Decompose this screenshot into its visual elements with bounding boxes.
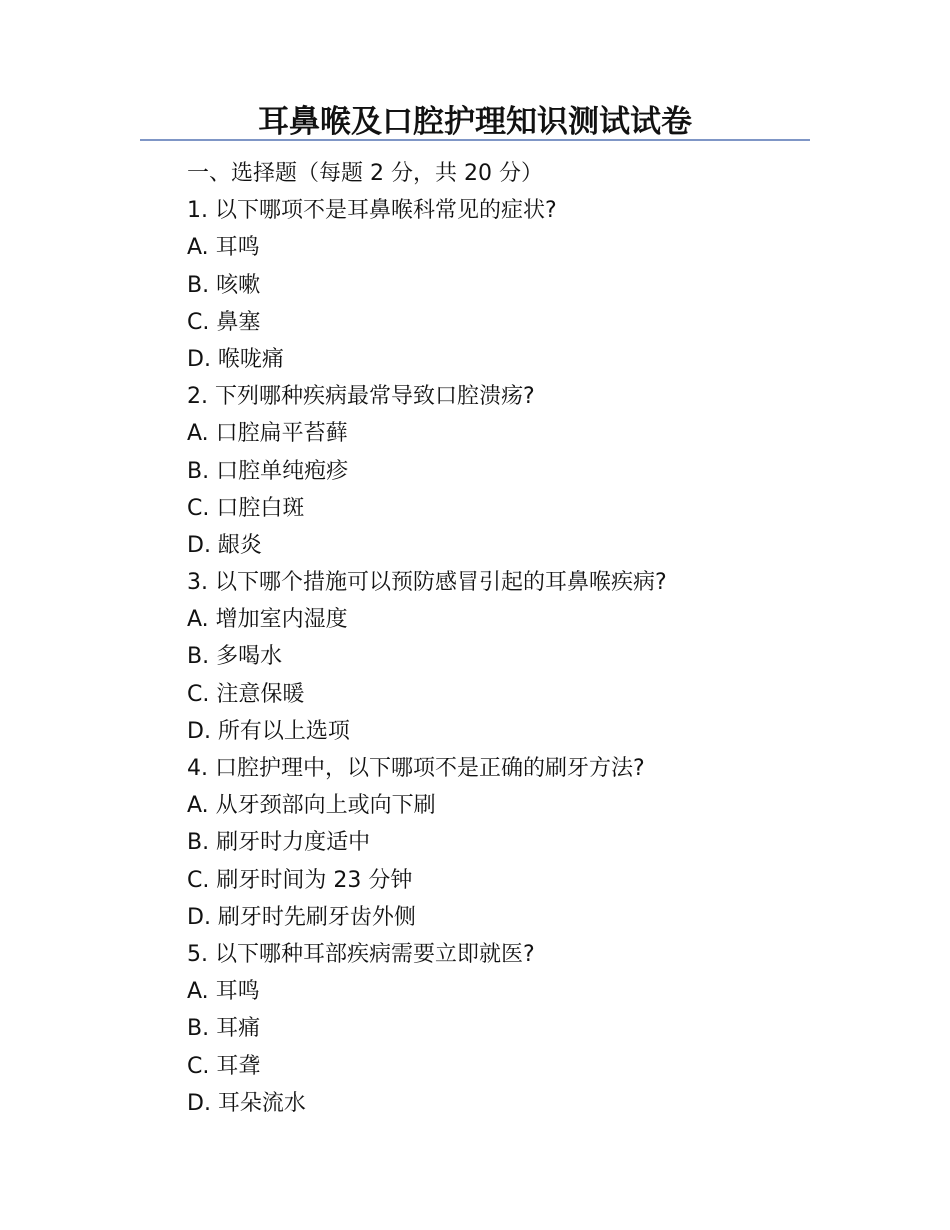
answer-option: D. 喉咙痛 [187, 346, 284, 372]
answer-option: A. 从牙颈部向上或向下刷 [187, 793, 436, 819]
answer-option: A. 耳鸣 [187, 979, 260, 1005]
answer-option: C. 耳聋 [187, 1053, 261, 1079]
answer-option: A. 耳鸣 [187, 235, 260, 261]
answer-option: B. 多喝水 [187, 644, 283, 670]
question-stem: 3. 以下哪个措施可以预防感冒引起的耳鼻喉疾病? [187, 570, 667, 596]
document-title: 耳鼻喉及口腔护理知识测试试卷 [258, 104, 692, 140]
document-body [187, 155, 887, 1122]
question-stem: 4. 口腔护理中，以下哪项不是正确的刷牙方法? [187, 756, 645, 781]
question-stem: 2. 下列哪种疾病最常导致口腔溃疡? [187, 384, 535, 410]
answer-option: D. 龈炎 [187, 532, 262, 558]
answer-option: D. 刷牙时先刷牙齿外侧 [187, 904, 416, 930]
answer-option: C. 刷牙时间为 23 分钟 [187, 867, 413, 893]
answer-option: C. 口腔白斑 [187, 495, 305, 521]
title-underline [140, 139, 810, 141]
answer-option: B. 刷牙时力度适中 [187, 830, 371, 856]
answer-option: D. 耳朵流水 [187, 1090, 306, 1116]
answer-option: A. 口腔扁平苔藓 [187, 421, 348, 447]
answer-option: B. 咳嗽 [187, 272, 261, 298]
answer-option: B. 口腔单纯疱疹 [187, 458, 349, 484]
answer-option: C. 鼻塞 [187, 309, 261, 335]
section-heading: 一、选择题（每题 2 分，共 20 分） [187, 161, 543, 186]
answer-option: A. 增加室内湿度 [187, 607, 348, 633]
answer-option: C. 注意保暖 [187, 681, 305, 707]
question-stem: 5. 以下哪种耳部疾病需要立即就医? [187, 941, 535, 967]
answer-option: B. 耳痛 [187, 1016, 261, 1042]
answer-option: D. 所有以上选项 [187, 718, 350, 744]
question-stem: 1. 以下哪项不是耳鼻喉科常见的症状? [187, 198, 557, 224]
